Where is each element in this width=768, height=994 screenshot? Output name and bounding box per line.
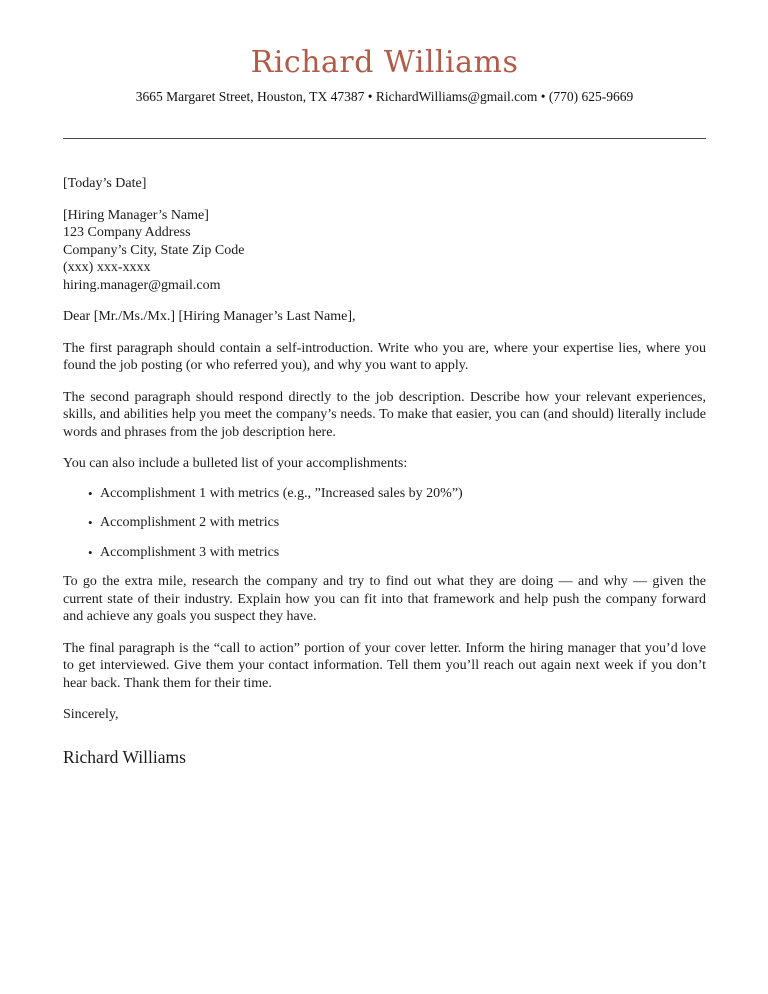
list-item xyxy=(63,485,706,503)
letterhead-contact-line: 3665 Margaret Street, Houston, TX 47387 • RichardWilliams@gmail.com • (770) 625-9669 xyxy=(135,89,634,104)
letterhead xyxy=(63,44,706,105)
bullet-icon: • xyxy=(88,544,93,560)
list-item xyxy=(63,514,706,532)
recipient-name: [Hiring Manager’s Name] xyxy=(63,207,209,223)
letter-body xyxy=(63,175,706,768)
accomplishment-list xyxy=(63,485,706,562)
letterhead-name: Richard Williams xyxy=(250,45,519,80)
salutation: Dear [Mr./Ms./Mx.] [Hiring Manager’s Last Name], xyxy=(63,309,356,324)
list-item-text: Accomplishment 1 with metrics (e.g., ”Increased sales by 20%”) xyxy=(100,485,463,501)
paragraph-body: The second paragraph should respond directly to the job description. Describe how your relevant experiences, skills, and abilities help you meet the company’s needs. To make that easier, you can (and should) literally include words and phrases from the job description here. xyxy=(63,389,706,440)
recipient-block xyxy=(63,207,706,295)
paragraph-research: To go the extra mile, research the company and try to find out what they are doing — and why — given the current state of their industry. Explain how you can fit into that framework and help push the company forward and achieve any goals you suspect they have. xyxy=(63,574,706,624)
date-line: [Today’s Date] xyxy=(63,176,147,191)
bullet-icon: • xyxy=(88,485,93,501)
recipient-phone: (xxx) xxx-xxxx xyxy=(63,260,151,275)
sign-off: Sincerely, xyxy=(63,707,119,722)
recipient-street: 123 Company Address xyxy=(63,225,191,240)
bullet-icon: • xyxy=(88,515,93,530)
paragraph-intro: The first paragraph should contain a self-introduction. Write who you are, where your expertise lies, where you found the job posting (or who referred you), and why you want to apply. xyxy=(63,340,706,373)
header-divider xyxy=(63,138,706,139)
recipient-email: hiring.manager@gmail.com xyxy=(63,277,221,293)
signature-name: Richard Williams xyxy=(63,746,186,767)
list-item-text: Accomplishment 3 with metrics xyxy=(100,544,280,560)
list-intro: You can also include a bulleted list of your accomplishments: xyxy=(63,456,408,471)
list-item-text: Accomplishment 2 with metrics xyxy=(100,515,280,530)
list-item xyxy=(63,544,706,562)
recipient-city: Company’s City, State Zip Code xyxy=(63,242,245,258)
paragraph-closing: The final paragraph is the “call to action” portion of your cover letter. Inform the hiring manager that you’d love to get interviewed. Give them your contact information. Tell them you’ll reach out again next week if you don’t hear back. Thank them for their time. xyxy=(63,640,706,691)
